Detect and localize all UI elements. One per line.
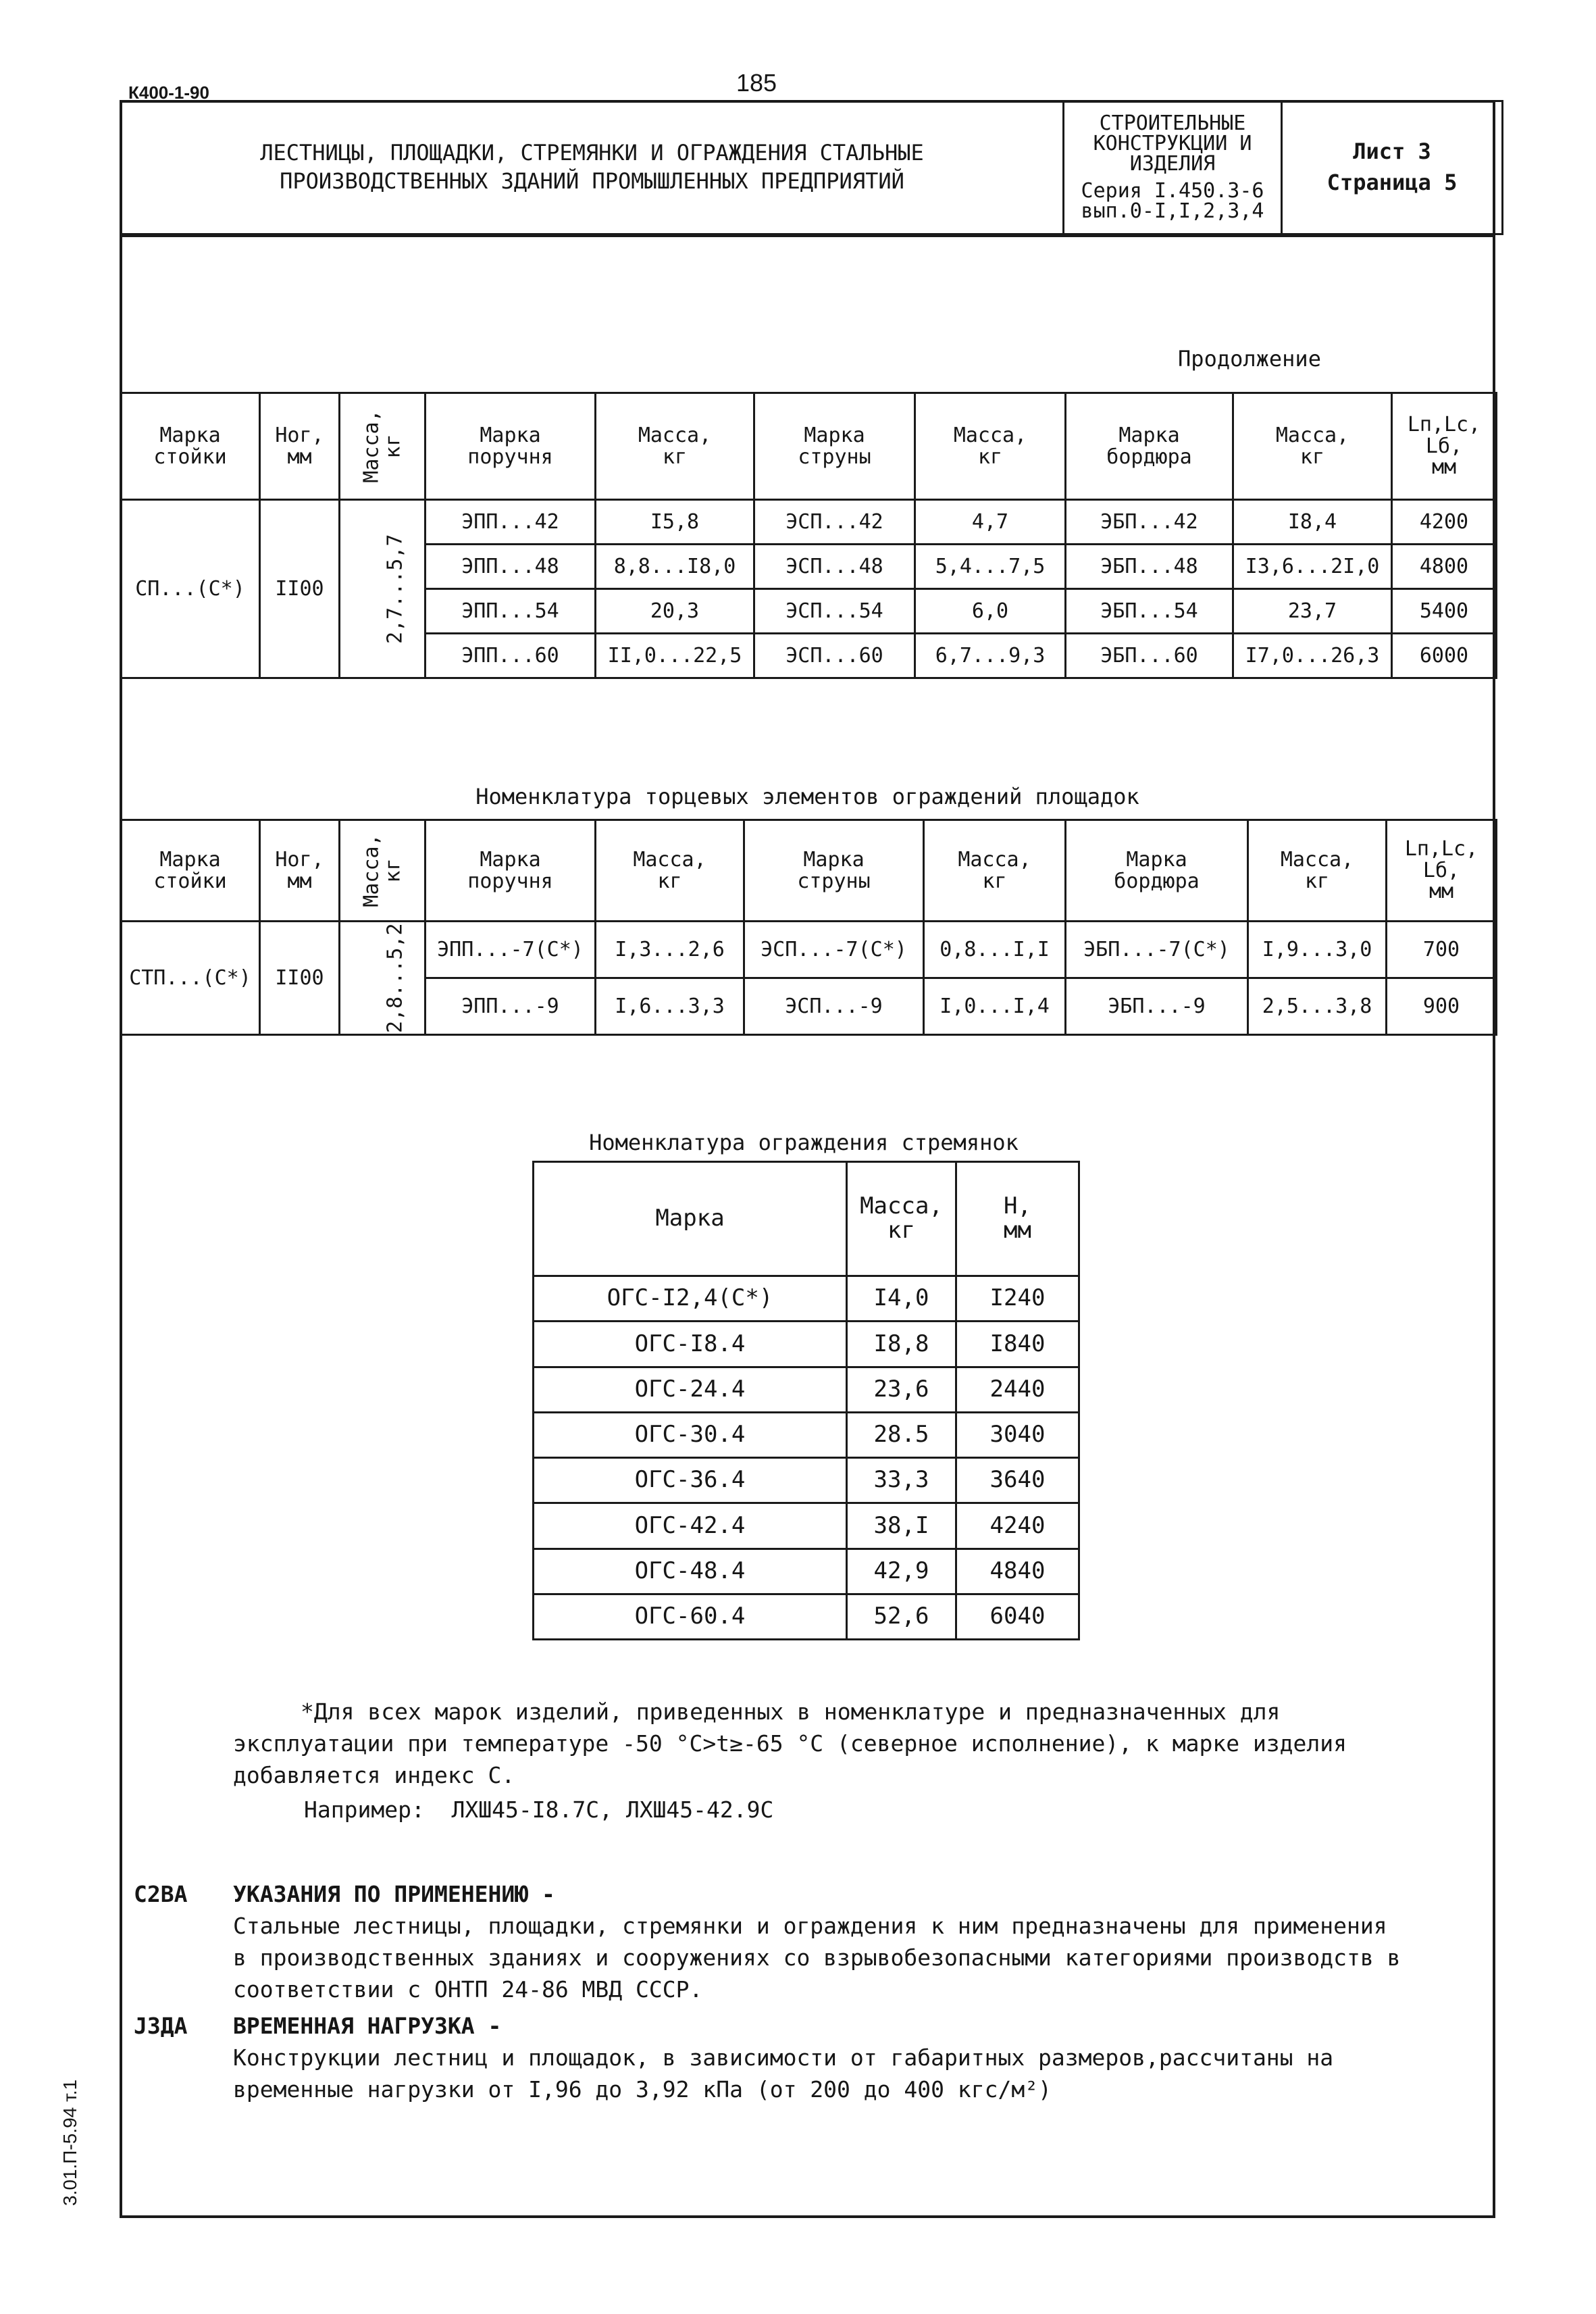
footnote-line-3: добавляется индекс С.: [233, 1762, 515, 1788]
header-length: Lп,Lс, Lб, мм: [1392, 393, 1497, 500]
stand-mass: 2,7...5,7: [340, 500, 426, 678]
page-number: 185: [736, 69, 777, 97]
title-line-1: ЛЕСТНИЦЫ, ПЛОЩАДКИ, СТРЕМЯНКИ И ОГРАЖДЕНИЯ СТАЛЬНЫЕ: [260, 140, 924, 166]
series-line-1: Серия I.450.3-6: [1081, 179, 1264, 203]
header-mass-vertical: Масса, кг: [340, 393, 426, 500]
category-line-3: ИЗДЕЛИЯ: [1129, 152, 1216, 176]
header-string-mass: Масса, кг: [915, 393, 1066, 500]
note-title: ВРЕМЕННАЯ НАГРУЗКА -: [233, 2013, 502, 2039]
string-mark: ЭСП...60: [754, 634, 915, 678]
footnote-example: Например: ЛХШ45-I8.7С, ЛХШ45-42.9С: [304, 1796, 774, 1823]
border-mass: I7,0...26,3: [1233, 634, 1392, 678]
note-line: Конструкции лестниц и площадок, в зависимости от габаритных размеров,рассчитаны на: [233, 2044, 1334, 2071]
guard-mark: ОГС-60.4: [534, 1594, 847, 1639]
length: 5400: [1392, 589, 1497, 634]
page-label: Страница 5: [1327, 170, 1458, 195]
note-line: в производственных зданиях и сооружениях со взрывобезопасными категориями производств в: [233, 1944, 1401, 1971]
string-mass: 0,8...I,I: [924, 922, 1066, 978]
string-mass: 5,4...7,5: [915, 545, 1066, 589]
guard-mass: 23,6: [847, 1367, 956, 1412]
header-height: Ног, мм: [260, 393, 340, 500]
category-line-1: СТРОИТЕЛЬНЫЕ: [1099, 111, 1246, 135]
header-height: Ног, мм: [260, 820, 340, 922]
border-mark: ЭБП...54: [1066, 589, 1233, 634]
rail-mark: ЭПП...42: [426, 500, 596, 545]
border-mass: I,9...3,0: [1248, 922, 1387, 978]
guard-mark: ОГС-24.4: [534, 1367, 847, 1412]
header-string-mass: Масса, кг: [924, 820, 1066, 922]
header-mark: Марка: [534, 1162, 847, 1276]
title-block: [120, 100, 1503, 235]
length: 4800: [1392, 545, 1497, 589]
guard-height: 6040: [956, 1594, 1079, 1639]
table-end-elements: [120, 819, 1497, 1036]
stand-mass: 2,8...5,2: [340, 922, 426, 1035]
border-mass: I8,4: [1233, 500, 1392, 545]
string-mark: ЭСП...54: [754, 589, 915, 634]
rail-mark: ЭПП...48: [426, 545, 596, 589]
footnote-line-1: *Для всех марок изделий, приведенных в номенклатуре и предназначенных для: [301, 1699, 1281, 1725]
rail-mass: I,3...2,6: [596, 922, 744, 978]
side-stamp: 3.01.П-5.94 т.1: [59, 2079, 80, 2206]
guard-mark: ОГС-I8.4: [534, 1322, 847, 1367]
string-mass: 4,7: [915, 500, 1066, 545]
guard-mass: 33,3: [847, 1458, 956, 1503]
guard-height: 3040: [956, 1412, 1079, 1457]
header-stand: Марка стойки: [121, 393, 260, 500]
border-mark: ЭБП...60: [1066, 634, 1233, 678]
sheet-label: Лист 3: [1353, 139, 1431, 165]
continuation-label: Продолжение: [1178, 346, 1321, 372]
guard-height: 3640: [956, 1458, 1079, 1503]
header-rail-mass: Масса, кг: [596, 820, 744, 922]
rail-mark: ЭПП...54: [426, 589, 596, 634]
border-mark: ЭБП...-7(С*): [1066, 922, 1248, 978]
header-border-mass: Масса, кг: [1233, 393, 1392, 500]
stand-mark: СТП...(С*): [121, 922, 260, 1035]
rail-mass: I,6...3,3: [596, 978, 744, 1035]
category-line-2: КОНСТРУКЦИИ И: [1093, 132, 1252, 155]
guard-mass: I8,8: [847, 1322, 956, 1367]
table-ladder-guards: [532, 1161, 1080, 1640]
rail-mass: 8,8...I8,0: [596, 545, 754, 589]
header-mass: Масса, кг: [847, 1162, 956, 1276]
rail-mass: 20,3: [596, 589, 754, 634]
header-string: Марка струны: [754, 393, 915, 500]
title-sheet: [1282, 101, 1503, 234]
guard-height: I840: [956, 1322, 1079, 1367]
header-border: Марка бордюра: [1066, 820, 1248, 922]
stand-height: II00: [260, 922, 340, 1035]
header-border: Марка бордюра: [1066, 393, 1233, 500]
guard-height: 4240: [956, 1503, 1079, 1549]
border-mark: ЭБП...42: [1066, 500, 1233, 545]
title-main: [121, 101, 1064, 234]
guard-height: I240: [956, 1276, 1079, 1322]
header-rail: Марка поручня: [426, 820, 596, 922]
table3-caption: Номенклатура ограждения стремянок: [589, 1130, 1019, 1155]
length: 6000: [1392, 634, 1497, 678]
note-line: Стальные лестницы, площадки, стремянки и ограждения к ним предназначены для применения: [233, 1913, 1387, 1939]
rail-mass: II,0...22,5: [596, 634, 754, 678]
title-line-2: ПРОИЗВОДСТВЕННЫХ ЗДАНИЙ ПРОМЫШЛЕННЫХ ПРЕДПРИЯТИЙ: [280, 168, 904, 194]
border-mark: ЭБП...-9: [1066, 978, 1248, 1035]
guard-mass: 42,9: [847, 1549, 956, 1594]
border-mass: 23,7: [1233, 589, 1392, 634]
header-rail-mass: Масса, кг: [596, 393, 754, 500]
note-line: временные нагрузки от I,96 до 3,92 кПа (от 200 до 400 кгс/м²): [233, 2076, 1052, 2103]
header-length: Lп,Lс, Lб, мм: [1387, 820, 1497, 922]
guard-mass: 28.5: [847, 1412, 956, 1457]
string-mark: ЭСП...-7(С*): [744, 922, 924, 978]
guard-mark: ОГС-I2,4(С*): [534, 1276, 847, 1322]
divider: [120, 235, 1495, 237]
border-mark: ЭБП...48: [1066, 545, 1233, 589]
guard-mass: 52,6: [847, 1594, 956, 1639]
table-continuation: [120, 392, 1497, 679]
note-code: С2ВА: [134, 1881, 188, 1907]
header-stand: Марка стойки: [121, 820, 260, 922]
string-mass: I,0...I,4: [924, 978, 1066, 1035]
series-line-2: вып.0-I,I,2,3,4: [1081, 199, 1264, 223]
stand-mark: СП...(С*): [121, 500, 260, 678]
header-mass-vertical: Масса, кг: [340, 820, 426, 922]
note-code: J3ДА: [134, 2013, 188, 2039]
string-mass: 6,7...9,3: [915, 634, 1066, 678]
guard-mark: ОГС-30.4: [534, 1412, 847, 1457]
border-mass: I3,6...2I,0: [1233, 545, 1392, 589]
length: 4200: [1392, 500, 1497, 545]
rail-mark: ЭПП...-9: [426, 978, 596, 1035]
footnote-line-2: эксплуатации при температуре -50 °С>t≥-65 °С (северное исполнение), к марке изделия: [233, 1730, 1347, 1757]
guard-mark: ОГС-48.4: [534, 1549, 847, 1594]
guard-height: 4840: [956, 1549, 1079, 1594]
guard-mass: I4,0: [847, 1276, 956, 1322]
string-mark: ЭСП...-9: [744, 978, 924, 1035]
rail-mass: I5,8: [596, 500, 754, 545]
string-mark: ЭСП...48: [754, 545, 915, 589]
rail-mark: ЭПП...60: [426, 634, 596, 678]
length: 700: [1387, 922, 1497, 978]
note-title: УКАЗАНИЯ ПО ПРИМЕНЕНИЮ -: [233, 1881, 555, 1907]
header-string: Марка струны: [744, 820, 924, 922]
length: 900: [1387, 978, 1497, 1035]
title-category: [1064, 101, 1282, 234]
stand-height: II00: [260, 500, 340, 678]
document-code: К400-1-90: [128, 82, 209, 103]
note-line: соответствии с ОНТП 24-86 МВД СССР.: [233, 1976, 703, 2003]
string-mark: ЭСП...42: [754, 500, 915, 545]
header-rail: Марка поручня: [426, 393, 596, 500]
table2-caption: Номенклатура торцевых элементов ограждений площадок: [475, 784, 1139, 809]
header-h: Н, мм: [956, 1162, 1079, 1276]
guard-mark: ОГС-36.4: [534, 1458, 847, 1503]
rail-mark: ЭПП...-7(С*): [426, 922, 596, 978]
string-mass: 6,0: [915, 589, 1066, 634]
border-mass: 2,5...3,8: [1248, 978, 1387, 1035]
guard-height: 2440: [956, 1367, 1079, 1412]
header-border-mass: Масса, кг: [1248, 820, 1387, 922]
guard-mark: ОГС-42.4: [534, 1503, 847, 1549]
guard-mass: 38,I: [847, 1503, 956, 1549]
